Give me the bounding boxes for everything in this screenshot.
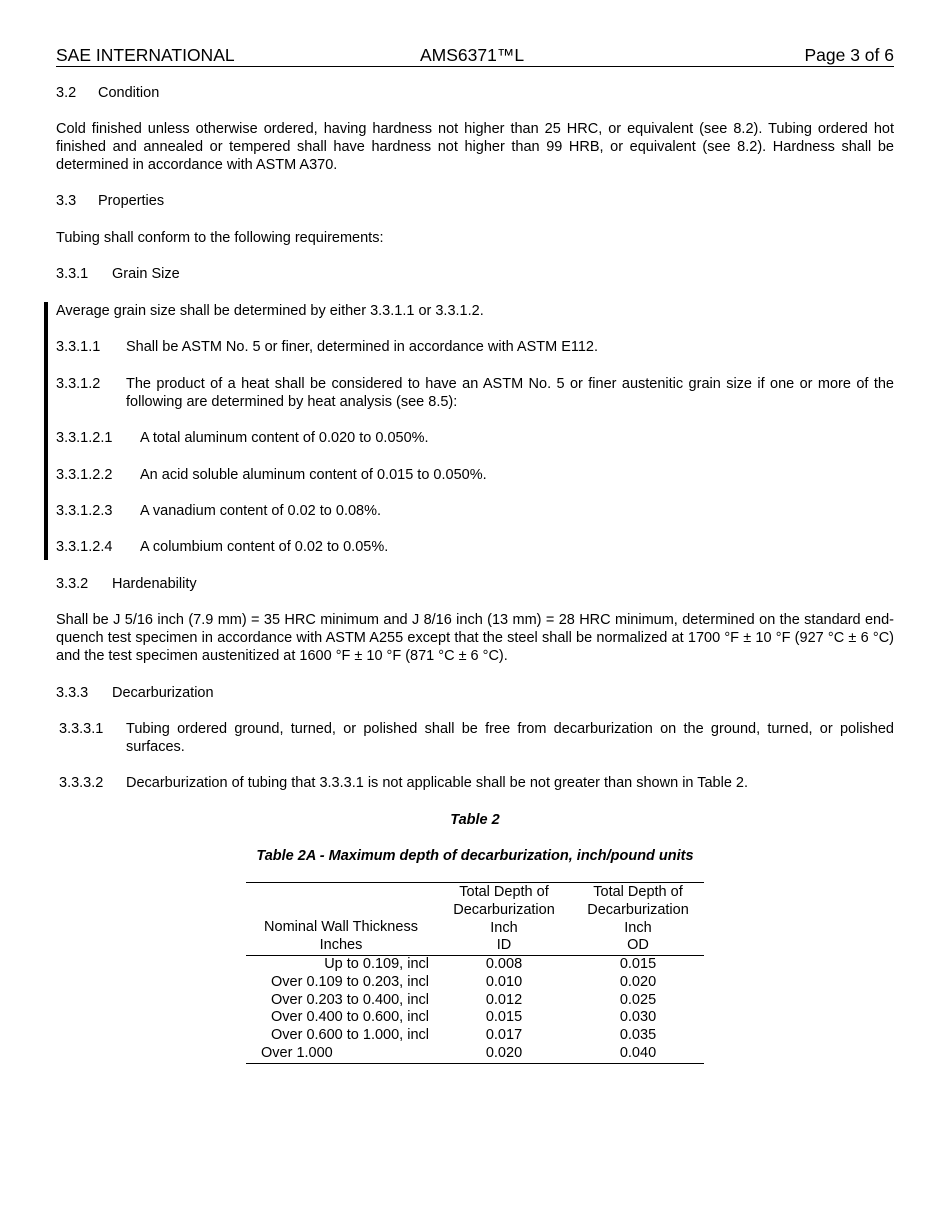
header-org: SAE INTERNATIONAL — [56, 45, 235, 65]
cell-od-depth: 0.030 — [619, 1009, 657, 1026]
cell-thickness: Up to 0.109, incl — [324, 956, 429, 972]
clause-number: 3.3.1.2.1 — [56, 430, 113, 446]
table-row — [246, 1027, 704, 1045]
section-heading-3-3-1 — [56, 265, 894, 283]
section-title: Hardenability — [112, 576, 197, 592]
clause-number: 3.3.1.2.4 — [56, 539, 113, 555]
cell-id-depth: 0.010 — [485, 973, 523, 990]
clause-number: 3.3.1.2.3 — [56, 503, 113, 519]
decarburization-table — [246, 882, 704, 1064]
section-number: 3.3 — [56, 193, 77, 209]
cell-thickness: Over 1.000 — [261, 1044, 333, 1061]
table-body — [246, 956, 704, 1063]
cell-thickness: Over 0.109 to 0.203, incl — [271, 973, 429, 990]
clause-3-3-1-2-4 — [56, 538, 894, 556]
clause-3-3-1-1 — [56, 338, 894, 356]
clause-text: Tubing ordered ground, turned, or polished shall be free from decarburization on the ground, turned, or polished surfaces. — [126, 721, 894, 755]
clause-3-3-1-2 — [56, 375, 894, 411]
clause-number: 3.3.3.1 — [59, 721, 104, 737]
section-number: 3.3.3 — [56, 685, 89, 701]
column-header-id: Total Depth of Decarburization Inch ID — [453, 884, 555, 954]
paragraph-grain-size: Average grain size shall be determined by either 3.3.1.1 or 3.3.1.2. — [56, 303, 484, 319]
page-header — [56, 44, 894, 67]
cell-od-depth: 0.020 — [619, 973, 657, 990]
clause-text: A vanadium content of 0.02 to 0.08%. — [140, 503, 382, 519]
section-heading-3-3-3 — [56, 684, 894, 702]
table-row — [246, 956, 704, 974]
cell-thickness: Over 0.203 to 0.400, incl — [271, 991, 429, 1008]
section-number: 3.3.1 — [56, 266, 89, 282]
clause-3-3-1-2-1 — [56, 429, 894, 447]
header-doc-number: AMS6371™L — [420, 45, 525, 65]
paragraph-hardenability: Shall be J 5/16 inch (7.9 mm) = 35 HRC minimum and J 8/16 inch (13 mm) = 28 HRC minimum, determined on the standard end-quench test specimen in accordance with ASTM A255 except that the steel shall be normalized at 1700 °F ± 10 °F (927 °C ± 6 °C) and the test specimen austenitized at 1600 °F ± 10 °F (871 °C ± 6 °C). — [56, 612, 894, 664]
clause-text: Decarburization of tubing that 3.3.3.1 is not applicable shall be not greater than shown in Table 2. — [126, 775, 749, 791]
clause-3-3-1-2-2 — [56, 466, 894, 484]
paragraph-condition: Cold finished unless otherwise ordered, having hardness not higher than 25 HRC, or equivalent (see 8.2). Tubing ordered hot finished and annealed or tempered shall have hardness not higher than 99 HRB, or equivalent (see 8.2). Hardness shall be determined in accordance with ASTM A370. — [56, 121, 894, 173]
table-bottom-rule — [246, 1063, 704, 1064]
cell-thickness: Over 0.600 to 1.000, incl — [271, 1027, 429, 1044]
paragraph-properties: Tubing shall conform to the following requirements: — [56, 230, 384, 246]
clause-number: 3.3.1.2 — [56, 376, 101, 392]
cell-id-depth: 0.012 — [485, 991, 523, 1008]
clause-text: Shall be ASTM No. 5 or finer, determined in accordance with ASTM E112. — [126, 339, 599, 355]
table-top-rule — [246, 882, 704, 883]
cell-id-depth: 0.017 — [485, 1027, 523, 1044]
table-row — [246, 974, 704, 992]
clause-number: 3.3.1.1 — [56, 339, 101, 355]
clause-text: An acid soluble aluminum content of 0.015 to 0.050%. — [140, 467, 487, 483]
clause-3-3-3-1 — [56, 720, 894, 756]
cell-od-depth: 0.035 — [619, 1027, 657, 1044]
table-title: Table 2 — [450, 812, 500, 828]
clause-text: The product of a heat shall be considered to have an ASTM No. 5 or finer austenitic grain size if one or more of the following are determined by heat analysis (see 8.5): — [126, 376, 894, 410]
table-row — [246, 992, 704, 1010]
table-row — [246, 1045, 704, 1063]
section-heading-3-2 — [56, 84, 894, 102]
cell-id-depth: 0.015 — [485, 1009, 523, 1026]
clause-text: A total aluminum content of 0.020 to 0.050%. — [140, 430, 429, 446]
section-title: Grain Size — [112, 266, 180, 282]
column-header-od: Total Depth of Decarburization Inch OD — [587, 884, 689, 954]
table-subtitle: Table 2A - Maximum depth of decarburization, inch/pound units — [256, 848, 694, 864]
cell-od-depth: 0.040 — [619, 1044, 657, 1061]
clause-number: 3.3.3.2 — [59, 775, 104, 791]
cell-od-depth: 0.015 — [619, 956, 657, 972]
section-title: Decarburization — [112, 685, 214, 701]
cell-id-depth: 0.008 — [485, 956, 523, 972]
cell-id-depth: 0.020 — [485, 1044, 523, 1061]
header-page-number: Page 3 of 6 — [804, 45, 894, 65]
cell-thickness: Over 0.400 to 0.600, incl — [271, 1009, 429, 1026]
revision-change-bar — [44, 302, 48, 560]
cell-od-depth: 0.025 — [619, 991, 657, 1008]
clause-3-3-1-2-3 — [56, 502, 894, 520]
clause-text: A columbium content of 0.02 to 0.05%. — [140, 539, 389, 555]
section-number: 3.2 — [56, 85, 77, 101]
section-heading-3-3-2 — [56, 575, 894, 593]
section-title: Condition — [98, 85, 160, 101]
column-header-thickness: Nominal Wall Thickness Inches — [264, 919, 418, 953]
section-number: 3.3.2 — [56, 576, 89, 592]
section-heading-3-3 — [56, 192, 894, 210]
table-row — [246, 1009, 704, 1027]
clause-3-3-3-2 — [56, 774, 894, 792]
clause-number: 3.3.1.2.2 — [56, 467, 113, 483]
section-title: Properties — [98, 193, 165, 209]
